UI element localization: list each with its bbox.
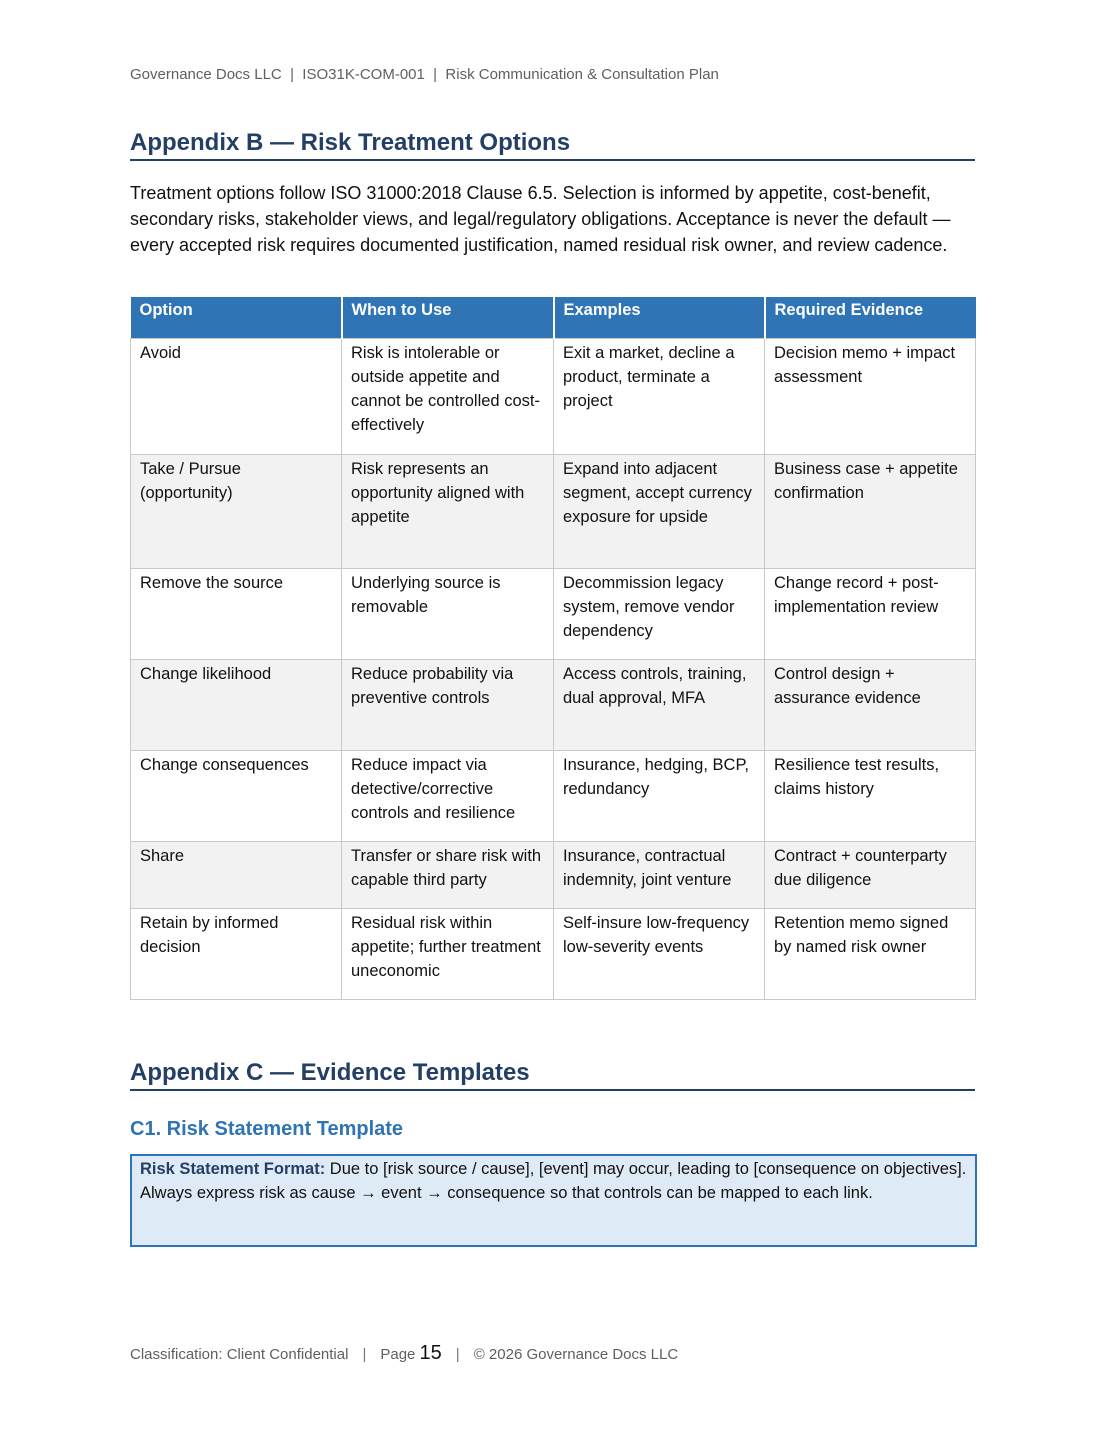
table-cell: Control design + assurance evidence	[765, 660, 976, 751]
table-cell: Residual risk within appetite; further treatment uneconomic	[342, 909, 554, 1000]
column-header: Option	[131, 297, 342, 339]
appendix-b-title: Appendix B — Risk Treatment Options	[130, 129, 975, 161]
page-number: 15	[419, 1342, 442, 1364]
table-row	[131, 660, 976, 751]
table-cell: Decommission legacy system, remove vendor dependency	[554, 569, 765, 660]
page-label: Page	[380, 1346, 420, 1363]
table-row	[131, 751, 976, 842]
table-cell: Risk is intolerable or outside appetite and cannot be controlled cost-effectively	[342, 339, 554, 455]
table-cell: Retain by informed decision	[131, 909, 342, 1000]
table-row	[131, 842, 976, 909]
table-cell: Retention memo signed by named risk owner	[765, 909, 976, 1000]
appendix-c-title: Appendix C — Evidence Templates	[130, 1059, 975, 1091]
table-cell: Decision memo + impact assessment	[765, 339, 976, 455]
table-cell: Expand into adjacent segment, accept currency exposure for upside	[554, 455, 765, 569]
footer-separator: |	[455, 1346, 460, 1363]
table-cell: Transfer or share risk with capable third party	[342, 842, 554, 909]
table-cell: Change record + post-implementation review	[765, 569, 976, 660]
table-cell: Resilience test results, claims history	[765, 751, 976, 842]
table-cell: Change consequences	[131, 751, 342, 842]
running-header: Governance Docs LLC | ISO31K-COM-001 | Risk Communication & Consultation Plan	[130, 66, 719, 83]
column-header: Examples	[554, 297, 765, 339]
table-cell: Insurance, contractual indemnity, joint venture	[554, 842, 765, 909]
table-row	[131, 339, 976, 455]
c1-section-title: C1. Risk Statement Template	[130, 1118, 404, 1140]
table-cell: Reduce impact via detective/corrective controls and resilience	[342, 751, 554, 842]
copyright: © 2026 Governance Docs LLC	[473, 1346, 679, 1363]
page-footer	[130, 1342, 678, 1365]
table-cell: Self-insure low-frequency low-severity events	[554, 909, 765, 1000]
table-cell: Share	[131, 842, 342, 909]
table-cell: Business case + appetite confirmation	[765, 455, 976, 569]
table-cell: Remove the source	[131, 569, 342, 660]
table-cell: Risk represents an opportunity aligned with appetite	[342, 455, 554, 569]
classification-label: Classification: Client Confidential	[130, 1346, 349, 1363]
table-row	[131, 909, 976, 1000]
table-row	[131, 569, 976, 660]
table-cell: Exit a market, decline a product, terminate a project	[554, 339, 765, 455]
table-cell: Change likelihood	[131, 660, 342, 751]
callout-text: Due to [risk source / cause], [event] may occur, leading to [consequence on objectives]. Always express risk as cause → event → consequence so that controls can be mapped to each link.	[140, 1160, 967, 1202]
appendix-b-intro: Treatment options follow ISO 31000:2018 Clause 6.5. Selection is informed by appetite, cost-benefit, secondary risks, stakeholder views, and legal/regulatory obligations. Acceptance is never the default — every accepted risk requires documented justification, named residual risk owner, and review cadence.	[130, 183, 951, 255]
table-cell: Insurance, hedging, BCP, redundancy	[554, 751, 765, 842]
table-row	[131, 455, 976, 569]
table-cell: Underlying source is removable	[342, 569, 554, 660]
table-header-row	[131, 297, 976, 339]
table-cell: Access controls, training, dual approval, MFA	[554, 660, 765, 751]
footer-separator: |	[362, 1346, 367, 1363]
table-cell: Reduce probability via preventive controls	[342, 660, 554, 751]
callout-label: Risk Statement Format:	[140, 1160, 326, 1178]
table-cell: Take / Pursue (opportunity)	[131, 455, 342, 569]
table-cell: Avoid	[131, 339, 342, 455]
treatment-options-table	[130, 297, 976, 1000]
table-cell: Contract + counterparty due diligence	[765, 842, 976, 909]
column-header: When to Use	[342, 297, 554, 339]
risk-statement-callout	[130, 1154, 977, 1247]
column-header: Required Evidence	[765, 297, 976, 339]
